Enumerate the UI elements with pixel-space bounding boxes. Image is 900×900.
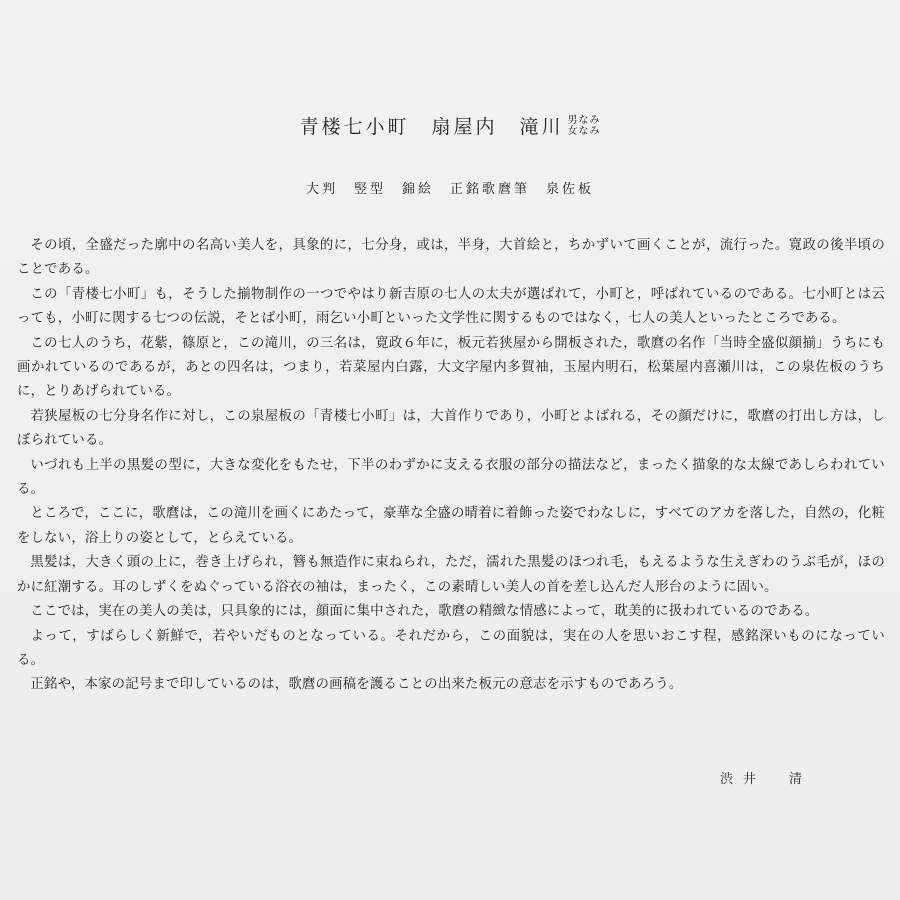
paragraph: よって，すばらしく新鮮で，若やいだものとなっている。それだから，この面貌は，実在の人を思いおこす程，感銘深いものになっている。 (17, 628, 885, 668)
paragraph: ここでは，実在の美人の美は，只具象的には，顔面に集中された，歌麿の精緻な情感によって，耽美的に扱われているのである。 (30, 604, 819, 620)
document-body (17, 234, 885, 698)
paragraph: ところで，ここに，歌麿は，この滝川を画くにあたって，豪華な全盛の晴着に着飾った姿でわなしに，すべてのアカを落した，自然の，化粧をしない，浴上りの姿として，とらえている。 (17, 506, 885, 546)
paragraph: この七人のうち，花紫，篠原と，この滝川，の三名は，寛政６年に，板元若狭屋から開板された，歌麿の名作「当時全盛似顔揃」うちにも画かれているのであるが，あとの四名は，つまり，若菜屋内白露，大文字屋内多賀袖，玉屋内明石，松葉屋内喜瀬川は，この泉佐板のうちに，とりあげられている。 (17, 335, 885, 400)
paragraph: 黒髪は，大きく頭の上に，巻き上げられ，簪も無造作に束ねられ，ただ，濡れた黒髪のほつれ毛，もえるような生えぎわのうぶ毛が，ほのかに紅潮する。耳のしずくをぬぐっている浴衣の袖は，まったく，この素晴しい美人の首を差し込んだ人形台のように固い。 (17, 555, 885, 595)
paragraph: その頃，全盛だった廓中の名高い美人を，具象的に，七分身，或は，半身，大首絵と，ちかずいて画くことが，流行った。寛政の後半頃のことである。 (17, 238, 885, 278)
title-main: 青楼七小町 扇屋内 滝川 (299, 116, 564, 138)
title-annotation-bottom: 女なみ (567, 125, 601, 137)
author-name: 渋井 清 (720, 772, 813, 787)
paragraph: いづれも上半の黒髪の型に，大きな変化をもたせ，下半のわずかに支える衣服の部分の描法など，まったく描象的な太線であしらわれている。 (17, 457, 885, 498)
document-title (0, 112, 900, 139)
title-annotation (568, 115, 601, 137)
paragraph: 正銘や，本家の記号まで印しているのは，歌麿の画稿を護ることの出来た板元の意志を示すものであろう。 (30, 677, 683, 693)
title-annotation-top: 男なみ (567, 114, 601, 126)
paragraph: この「青楼七小町」も，そうした揃物制作の一つでやはり新吉原の七人の太夫が選ばれて，小町と，呼ばれているのである。七小町とは云っても，小町に関する七つの伝説，そとば小町，雨乞い小町といった文学性に関するものではなく，七人の美人といったところである。 (17, 286, 885, 327)
print-specification: 大判 竪型 錦絵 正銘歌麿筆 泉佐板 (305, 182, 594, 197)
paragraph: 若狭屋板の七分身名作に対し，この泉屋板の「青楼七小町」は，大首作りであり，小町とよばれる，その顔だけに，歌麿の打出し方は，しぼられている。 (17, 408, 885, 449)
